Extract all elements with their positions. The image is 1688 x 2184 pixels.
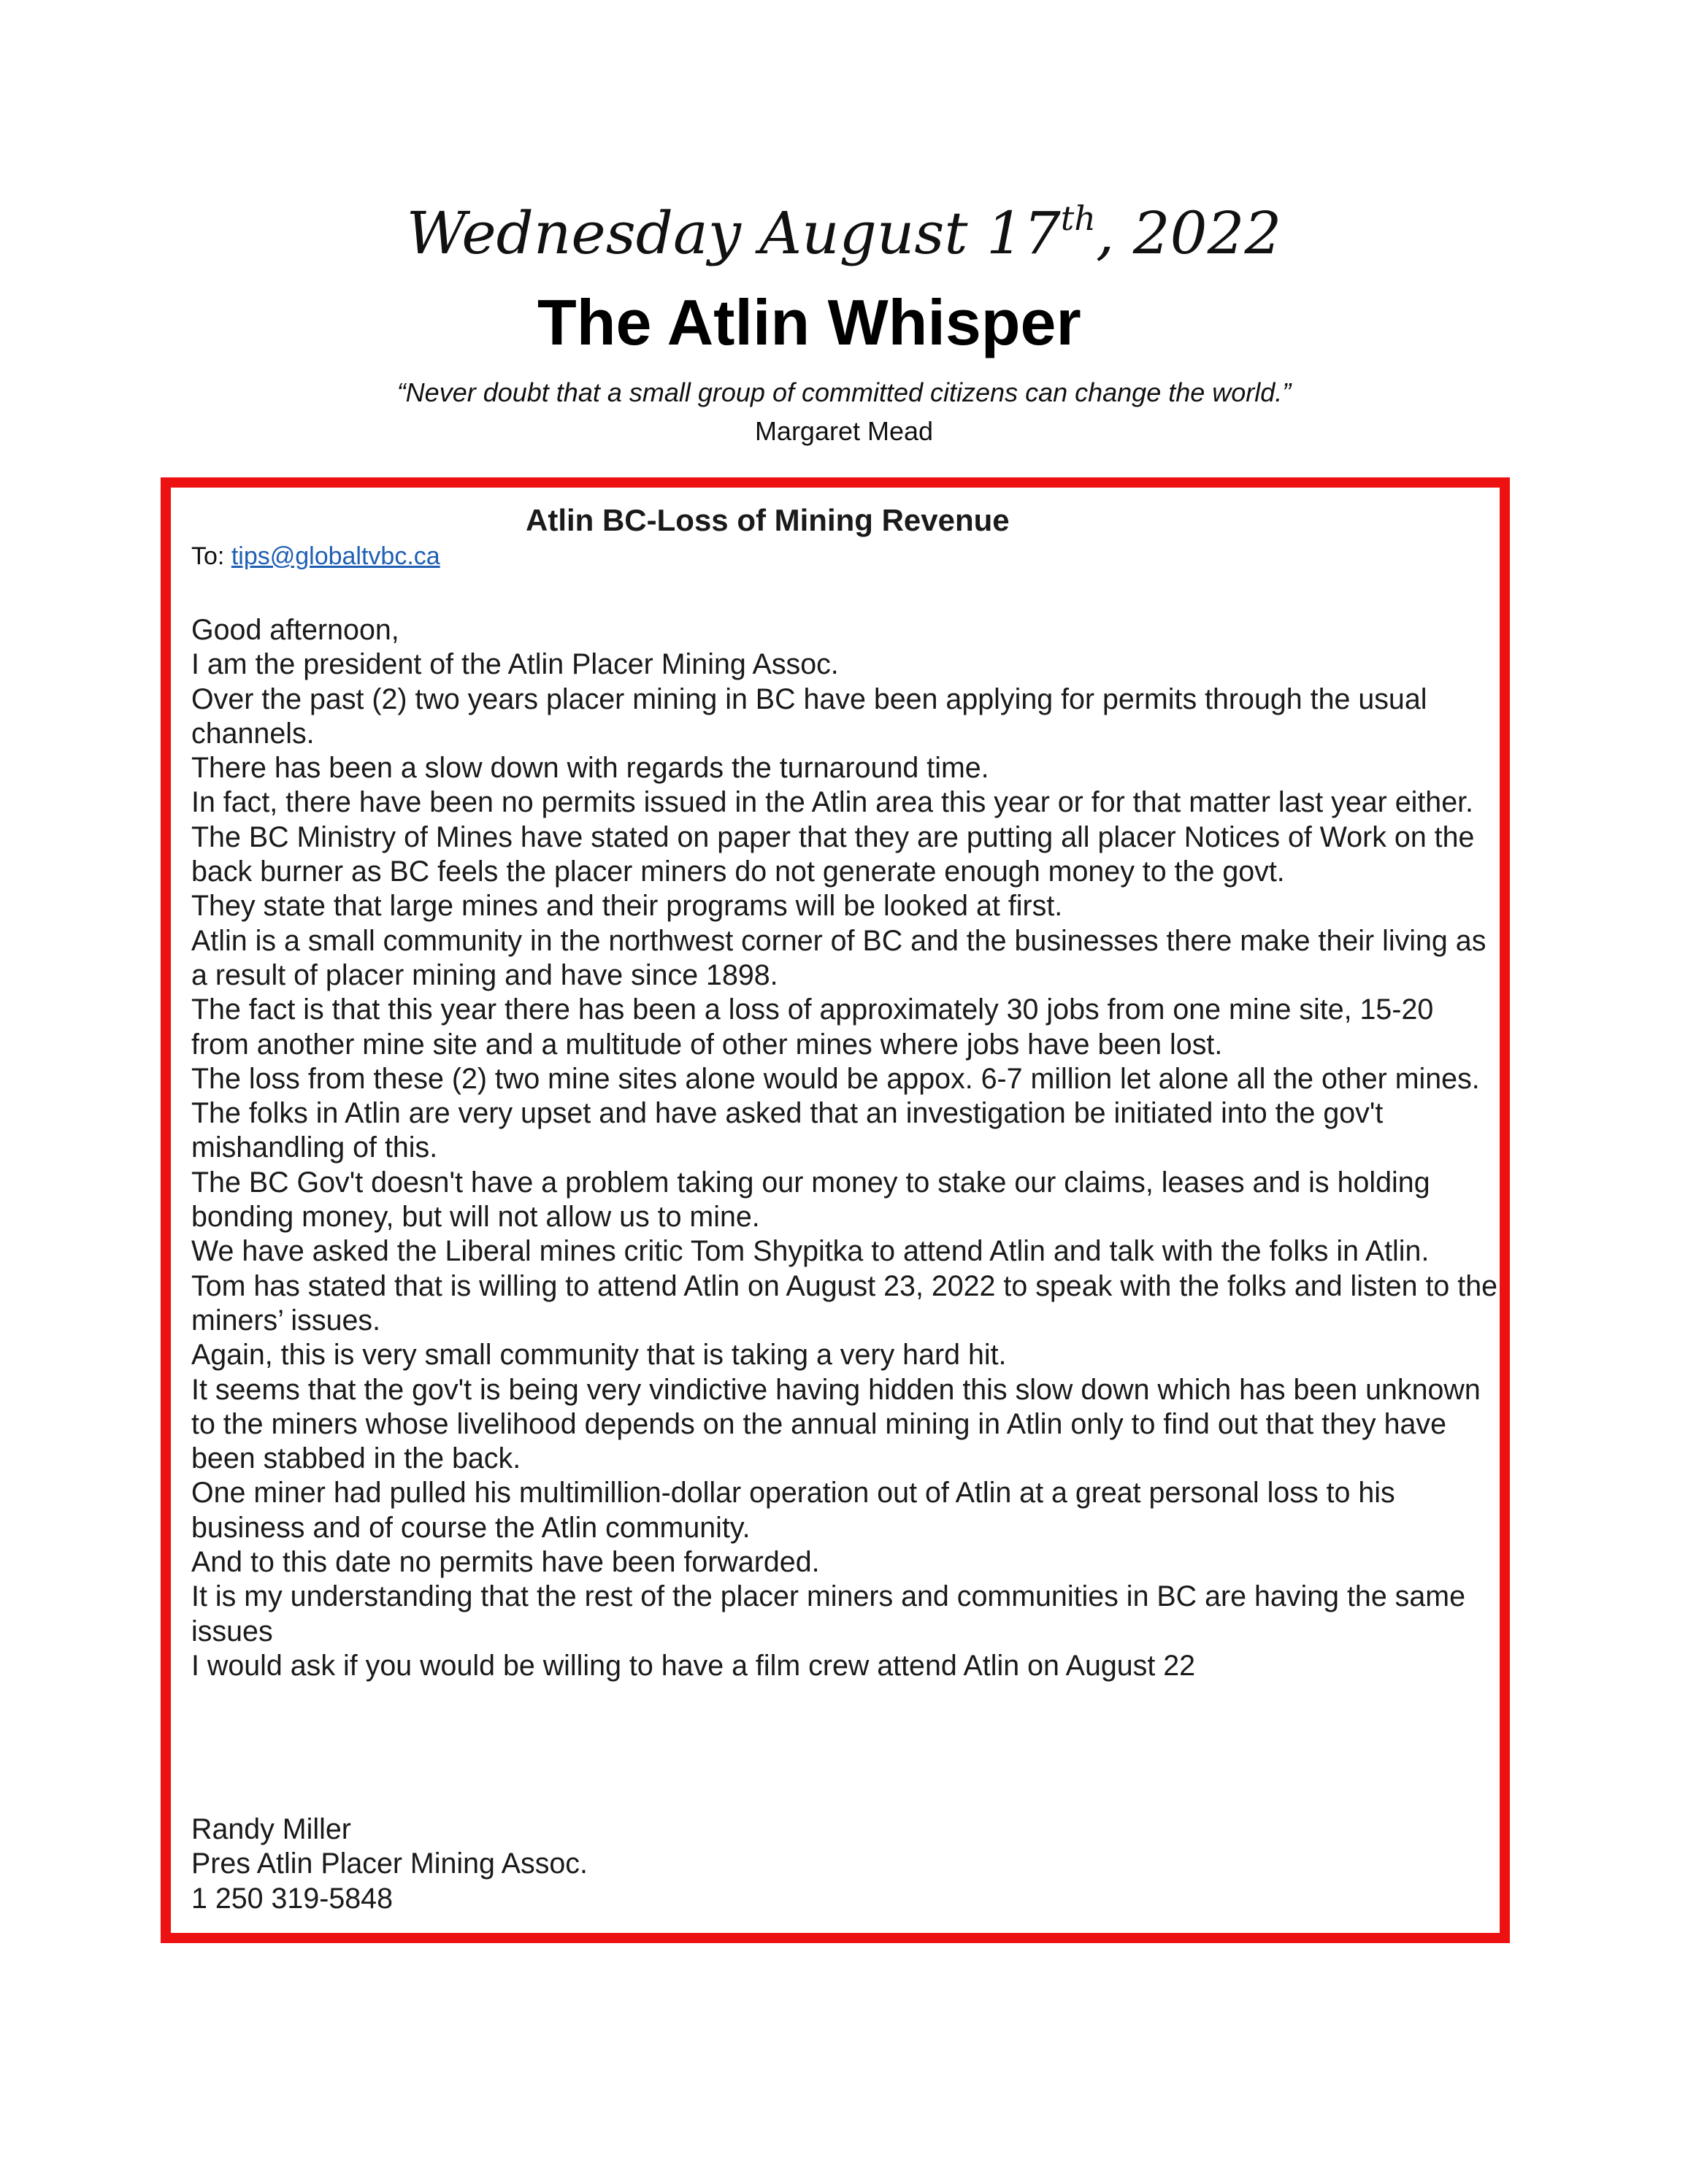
signature-title: Pres Atlin Placer Mining Assoc. [191,1847,588,1880]
article-paragraph: Again, this is very small community that is taking a very hard hit. [191,1339,1007,1372]
article-paragraph: One miner had pulled his multimillion-dollar operation out of Atlin at a great personal loss to his business and of course the Atlin community. [191,1477,1395,1544]
article-paragraph: The folks in Atlin are very upset and have asked that an investigation be initiated into the gov't mishandling of this. [191,1097,1384,1164]
newsletter-title: The Atlin Whisper [537,286,1081,358]
article-paragraph: The fact is that this year there has been a loss of approximately 30 jobs from one mine site, 15-20 from another mine site and a multitude of other mines where jobs have been lost. [191,993,1434,1061]
article-paragraph: There has been a slow down with regards the turnaround time. [191,752,989,785]
issue-date [0,197,1688,270]
article-heading: Atlin BC-Loss of Mining Revenue [526,503,1010,537]
recipient-line [191,540,440,572]
article-paragraph: I would ask if you would be willing to have a film crew attend Atlin on August 22 [191,1649,1196,1682]
issue-date-main: Wednesday August 17 [406,199,1061,267]
issue-date-year: , 2022 [1095,199,1282,267]
article-paragraph: Tom has stated that is willing to attend Atlin on August 23, 2022 to speak with the folks and listen to the miners’ issues. [191,1269,1498,1337]
signature-name: Randy Miller [191,1813,351,1845]
article-paragraph: They state that large mines and their programs will be looked at first. [191,890,1063,923]
recipient-label: To: [191,542,231,570]
article-paragraph: And to this date no permits have been forwarded. [191,1546,820,1579]
article-paragraph: It is my understanding that the rest of the placer miners and communities in BC are having the same issues [191,1580,1465,1647]
article-paragraph: We have asked the Liberal mines critic Tom Shypitka to attend Atlin and talk with the folks in Atlin. [191,1235,1430,1268]
masthead-quote: “Never doubt that a small group of committed citizens can change the world.” [396,377,1292,407]
article-paragraph: Atlin is a small community in the northwest corner of BC and the businesses there make their living as a result of placer mining and have since 1898. [191,924,1486,991]
article-paragraph: Good afternoon, [191,614,399,646]
article-paragraph: The loss from these (2) two mine sites alone would be appox. 6-7 million let alone all the other mines. [191,1062,1480,1095]
signature-phone: 1 250 319-5848 [191,1882,393,1915]
article-paragraph: Over the past (2) two years placer mining in BC have been applying for permits through the usual channels. [191,682,1427,750]
quote-author: Margaret Mead [754,416,934,446]
issue-date-ordinal: th [1060,199,1096,238]
article-body [191,613,1498,1683]
article-paragraph: The BC Ministry of Mines have stated on paper that they are putting all placer Notices of Work on the back burner as BC feels the placer miners do not generate enough money to the govt. [191,820,1475,888]
recipient-email-link[interactable]: tips@globaltvbc.ca [231,542,440,570]
article-paragraph: The BC Gov't doesn't have a problem taking our money to stake our claims, leases and is holding bonding money, but will not allow us to mine. [191,1166,1430,1234]
article-paragraph: In fact, there have been no permits issued in the Atlin area this year or for that matter last year either. [191,786,1473,819]
article-paragraph: It seems that the gov't is being very vindictive having hidden this slow down which has been unknown to the miners whose livelihood depends on the annual mining in Atlin only to find out that they have been stabbed in the back. [191,1373,1481,1475]
signature-block [191,1812,588,1916]
article-paragraph: I am the president of the Atlin Placer Mining Assoc. [191,648,839,681]
